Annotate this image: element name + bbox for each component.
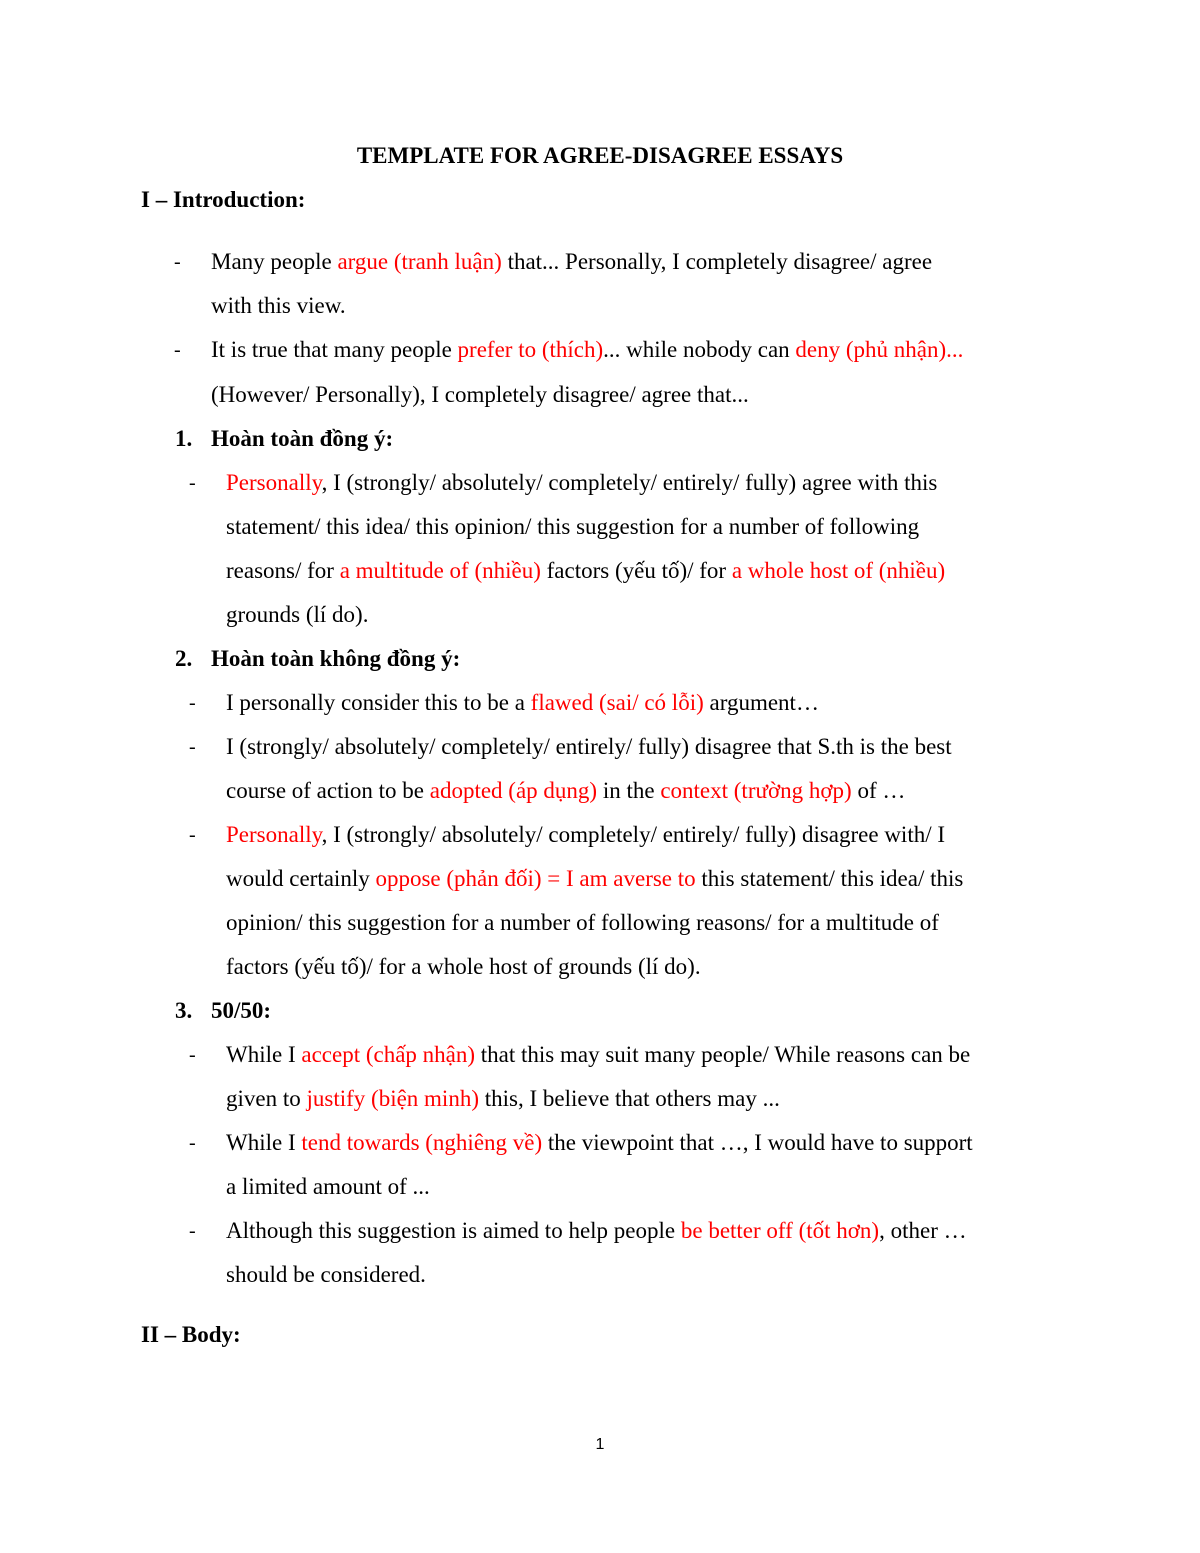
agree-bullet-1-line-2: statement/ this idea/ this opinion/ this suggestion for a number of following bbox=[226, 514, 920, 539]
bullet-dash: - bbox=[189, 824, 196, 846]
disagree-bullet-2-line-2: course of action to be adopted (áp dụng) in the context (trường hợp) of … bbox=[226, 778, 906, 803]
bullet-dash: - bbox=[174, 339, 181, 361]
intro-bullet-1-line-1: Many people argue (tranh luận) that... Personally, I completely disagree/ agree bbox=[211, 249, 933, 274]
agree-bullet-1-line-4: grounds (lí do). bbox=[226, 602, 369, 627]
intro-bullet-2-line-2: (However/ Personally), I completely disagree/ agree that... bbox=[211, 382, 749, 407]
disagree-heading: Hoàn toàn không đồng ý: bbox=[211, 646, 461, 671]
agree-bullet-1-line-3: reasons/ for a multitude of (nhiều) factors (yếu tố)/ for a whole host of (nhiều) bbox=[226, 558, 946, 583]
disagree-bullet-3-line-4: factors (yếu tố)/ for a whole host of grounds (lí do). bbox=[226, 954, 701, 979]
agree-heading: Hoàn toàn đồng ý: bbox=[211, 426, 394, 451]
disagree-bullet-3-line-1: Personally, I (strongly/ absolutely/ completely/ entirely/ fully) disagree with/ I bbox=[226, 822, 946, 847]
neutral-bullet-2-line-2: a limited amount of ... bbox=[226, 1174, 430, 1199]
disagree-bullet-3-line-3: opinion/ this suggestion for a number of following reasons/ for a multitude of bbox=[226, 910, 939, 935]
bullet-dash: - bbox=[174, 251, 181, 273]
intro-bullet-1-line-2: with this view. bbox=[211, 293, 346, 318]
agree-number: 1. bbox=[175, 426, 193, 451]
neutral-bullet-2-line-1: While I tend towards (nghiêng về) the viewpoint that …, I would have to support bbox=[226, 1130, 973, 1155]
neutral-bullet-1-line-1: While I accept (chấp nhận) that this may suit many people/ While reasons can be bbox=[226, 1042, 971, 1067]
neutral-heading: 50/50: bbox=[211, 998, 272, 1023]
bullet-dash: - bbox=[189, 1220, 196, 1242]
neutral-bullet-3-line-2: should be considered. bbox=[226, 1262, 426, 1287]
agree-bullet-1-line-1: Personally, I (strongly/ absolutely/ completely/ entirely/ fully) agree with this bbox=[226, 470, 938, 495]
intro-bullet-2-line-1: It is true that many people prefer to (thích)... while nobody can deny (phủ nhận)... bbox=[211, 337, 964, 362]
neutral-bullet-1-line-2: given to justify (biện minh) this, I believe that others may ... bbox=[226, 1086, 780, 1111]
bullet-dash: - bbox=[189, 692, 196, 714]
disagree-number: 2. bbox=[175, 646, 193, 671]
page-number: 1 bbox=[595, 1436, 605, 1453]
bullet-dash: - bbox=[189, 472, 196, 494]
section-introduction-heading: I – Introduction: bbox=[141, 187, 306, 212]
bullet-dash: - bbox=[189, 1044, 196, 1066]
bullet-dash: - bbox=[189, 1132, 196, 1154]
neutral-number: 3. bbox=[175, 998, 193, 1023]
bullet-dash: - bbox=[189, 736, 196, 758]
neutral-bullet-3-line-1: Although this suggestion is aimed to help people be better off (tốt hơn), other … bbox=[226, 1218, 967, 1243]
disagree-bullet-2-line-1: I (strongly/ absolutely/ completely/ entirely/ fully) disagree that S.th is the best bbox=[226, 734, 952, 759]
section-body-heading: II – Body: bbox=[141, 1322, 241, 1347]
disagree-bullet-1-line-1: I personally consider this to be a flawed (sai/ có lỗi) argument… bbox=[226, 690, 819, 715]
document-title: TEMPLATE FOR AGREE-DISAGREE ESSAYS bbox=[356, 143, 844, 168]
disagree-bullet-3-line-2: would certainly oppose (phản đối) = I am averse to this statement/ this idea/ this bbox=[226, 866, 964, 891]
